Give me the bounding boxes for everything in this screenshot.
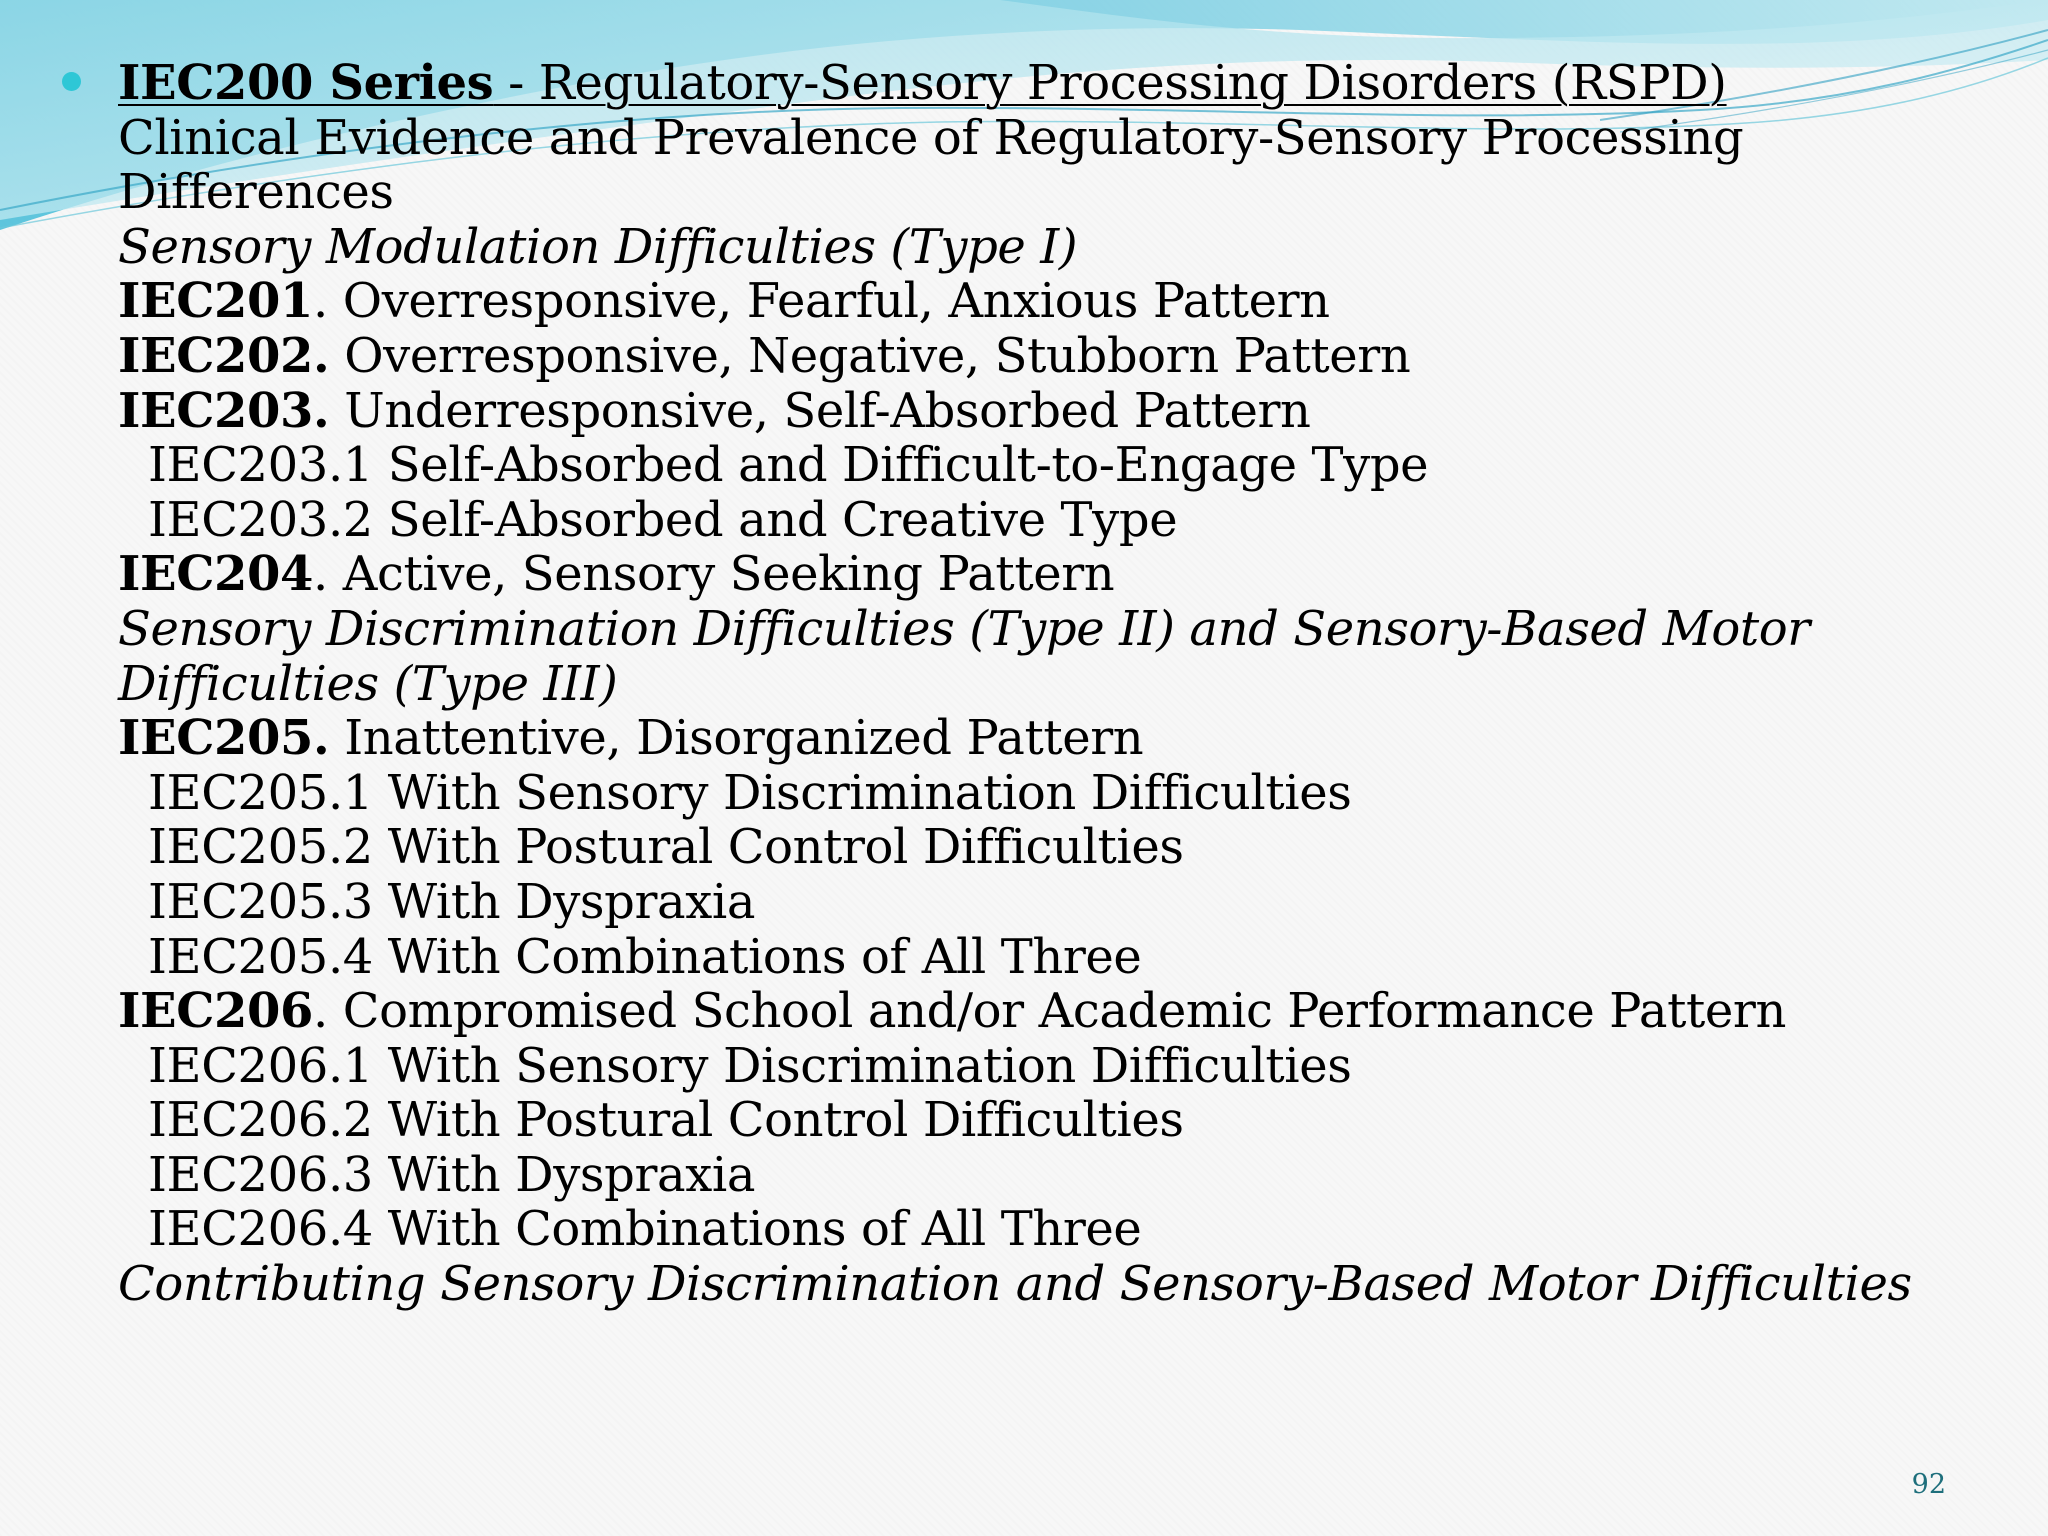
subheading-line1: Clinical Evidence and Prevalence of Regulatory-Sensory Processing [118,109,1744,166]
rspd-outline [118,56,2008,1312]
subitem-iec206-4: IEC206.4 With Combinations of All Three [148,1201,1142,1258]
item-text: . Overresponsive, Fearful, Anxious Pattern [313,273,1330,330]
item-code: IEC202. [118,327,330,384]
item-iec206 [118,984,2008,1039]
item-iec203 [118,384,2008,439]
subitem-iec206-2: IEC206.2 With Postural Control Difficulties [148,1092,1184,1149]
subitem-iec205-3: IEC205.3 With Dyspraxia [148,873,756,930]
page-number: 92 [1911,1469,1946,1500]
series-heading [118,56,2008,111]
type1-heading: Sensory Modulation Difficulties (Type I) [118,218,1078,275]
item-code: IEC201 [118,273,314,330]
item-text: Overresponsive, Negative, Stubborn Pattern [329,327,1411,384]
subitem-iec205-1: IEC205.1 With Sensory Discrimination Difficulties [148,764,1352,821]
subheading-line2: Differences [118,164,394,221]
item-iec204 [118,547,2008,602]
item-iec202 [118,329,2008,384]
item-text: . Compromised School and/or Academic Performance Pattern [313,983,1786,1040]
subitem-iec203-1: IEC203.1 Self-Absorbed and Difficult-to-Engage Type [148,437,1429,494]
item-text: Underresponsive, Self-Absorbed Pattern [329,382,1311,439]
item-iec205 [118,711,2008,766]
series-title: - Regulatory-Sensory Processing Disorders (RSPD) [493,55,1727,111]
item-code: IEC205. [118,710,330,767]
subitem-iec203-2: IEC203.2 Self-Absorbed and Creative Type [148,491,1178,548]
subitem-iec206-3: IEC206.3 With Dyspraxia [148,1146,756,1203]
item-text: . Active, Sensory Seeking Pattern [313,546,1115,603]
series-code: IEC200 Series [118,55,494,111]
type2-heading-line2: Difficulties (Type III) [118,655,618,712]
type2-heading-line1: Sensory Discrimination Difficulties (Type II) and Sensory-Based Motor [118,600,1810,657]
slide-content [68,56,2008,1312]
closing-heading: Contributing Sensory Discrimination and Sensory-Based Motor Difficulties [118,1256,1912,1313]
item-code: IEC206 [118,983,314,1040]
subitem-iec206-1: IEC206.1 With Sensory Discrimination Difficulties [148,1037,1352,1094]
item-text: Inattentive, Disorganized Pattern [329,710,1144,767]
item-code: IEC204 [118,546,314,603]
bullet-icon [62,72,81,91]
item-iec201 [118,274,2008,329]
item-code: IEC203. [118,382,330,439]
subitem-iec205-2: IEC205.2 With Postural Control Difficulties [148,819,1184,876]
subitem-iec205-4: IEC205.4 With Combinations of All Three [148,928,1142,985]
